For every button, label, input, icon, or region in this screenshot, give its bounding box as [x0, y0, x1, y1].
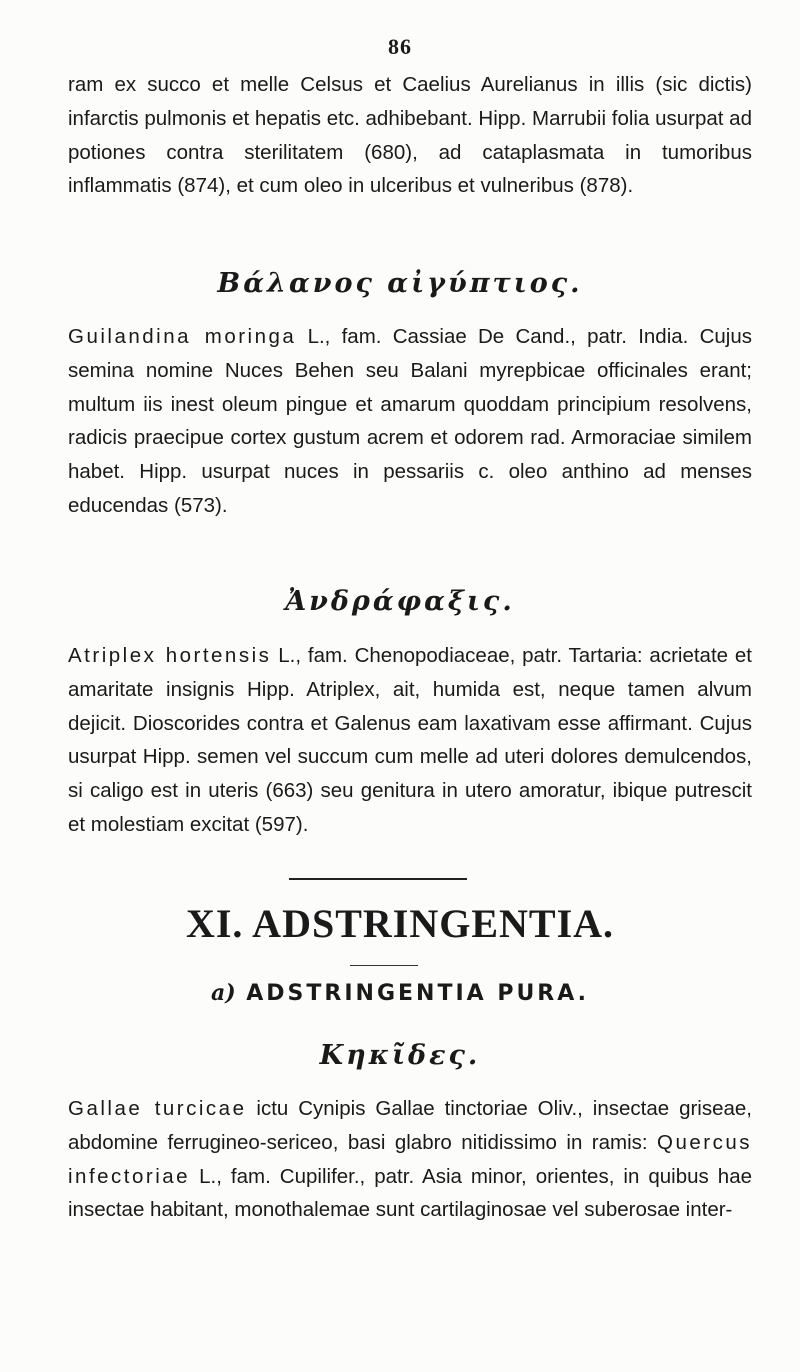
heading-andraphaxis: Ἀνδράφαξις. [285, 586, 515, 617]
paragraph-atriplex [68, 639, 752, 842]
paragraph-gallae-text-1: ictu Cynipis Gallae tinctoriae Oliv., insectae griseae, abdomine ferrugineo-sericeo, basi glabro nitidissimo in ramis: [68, 1097, 752, 1154]
section-title: XI. ADSTRINGENTIA. [185, 901, 615, 946]
paragraph-marrubium-continuation: ram ex succo et melle Celsus et Caelius Aurelianus in illis (sic dictis) infarctis pulmonis et hepatis etc. adhibebant. Hipp. Marrubii folia usurpat ad potiones contra sterilitatem (680), ad cataplasmata in tumoribus inflammatis (874), et cum oleo in ulceribus et vulneribus (878). [68, 73, 752, 198]
paragraph-gallae-text-2: L., fam. Cupilifer., patr. Asia minor, orientes, in quibus hae insectae habitant, monothalemae sunt cartilaginosae vel suberosae inter- [68, 1164, 752, 1222]
subsection-title-text: ADSTRINGENTIA PURA. [235, 981, 590, 1006]
species-name-guilandina: Guilandina moringa [68, 325, 297, 348]
paragraph-guilandina [68, 320, 752, 523]
subsection-divider [350, 965, 418, 966]
section-divider [289, 878, 467, 880]
paragraph-guilandina-text: L., fam. Cassiae De Cand., patr. India. Cujus semina nomine Nuces Behen seu Balani myrepbicae officinales erant; multum iis inest oleum pingue et amarum quoddam principium resolvens, radicis praecipue cortex gustum acrem et odorem rad. Armoraciae similem habet. Hipp. usurpat nuces in pessariis c. oleo anthino ad menses educendas (573). [68, 325, 753, 517]
heading-kekides: Κηκῖδες. [319, 1040, 481, 1071]
species-name-quercus: Quercus infectoriae [68, 1130, 752, 1188]
paragraph-gallae [68, 1092, 752, 1227]
subsection-title [0, 980, 800, 1006]
paragraph-atriplex-text: L., fam. Chenopodiaceae, patr. Tartaria: acrietate et amaritate insignis Hipp. Atriplex, ait, humida est, neque tamen alvum dejicit. Dioscorides contra et Galenus eam laxativam esse affirmant. Cujus usurpat Hipp. semen vel succum cum melle ad uteri dolores demulcendos, si caligo est in uteris (663) seu genitura in utero amoratur, ibique putrescit et molestiam excitat (597). [68, 644, 752, 836]
species-name-gallae: Gallae turcicae [68, 1097, 247, 1120]
subsection-prefix: a) [210, 980, 236, 1006]
page-number: 86 [388, 34, 412, 59]
species-name-atriplex: Atriplex hortensis [68, 644, 272, 667]
heading-balanos-aigyptios: Βάλανος αἰγύπτιος. [217, 268, 583, 299]
